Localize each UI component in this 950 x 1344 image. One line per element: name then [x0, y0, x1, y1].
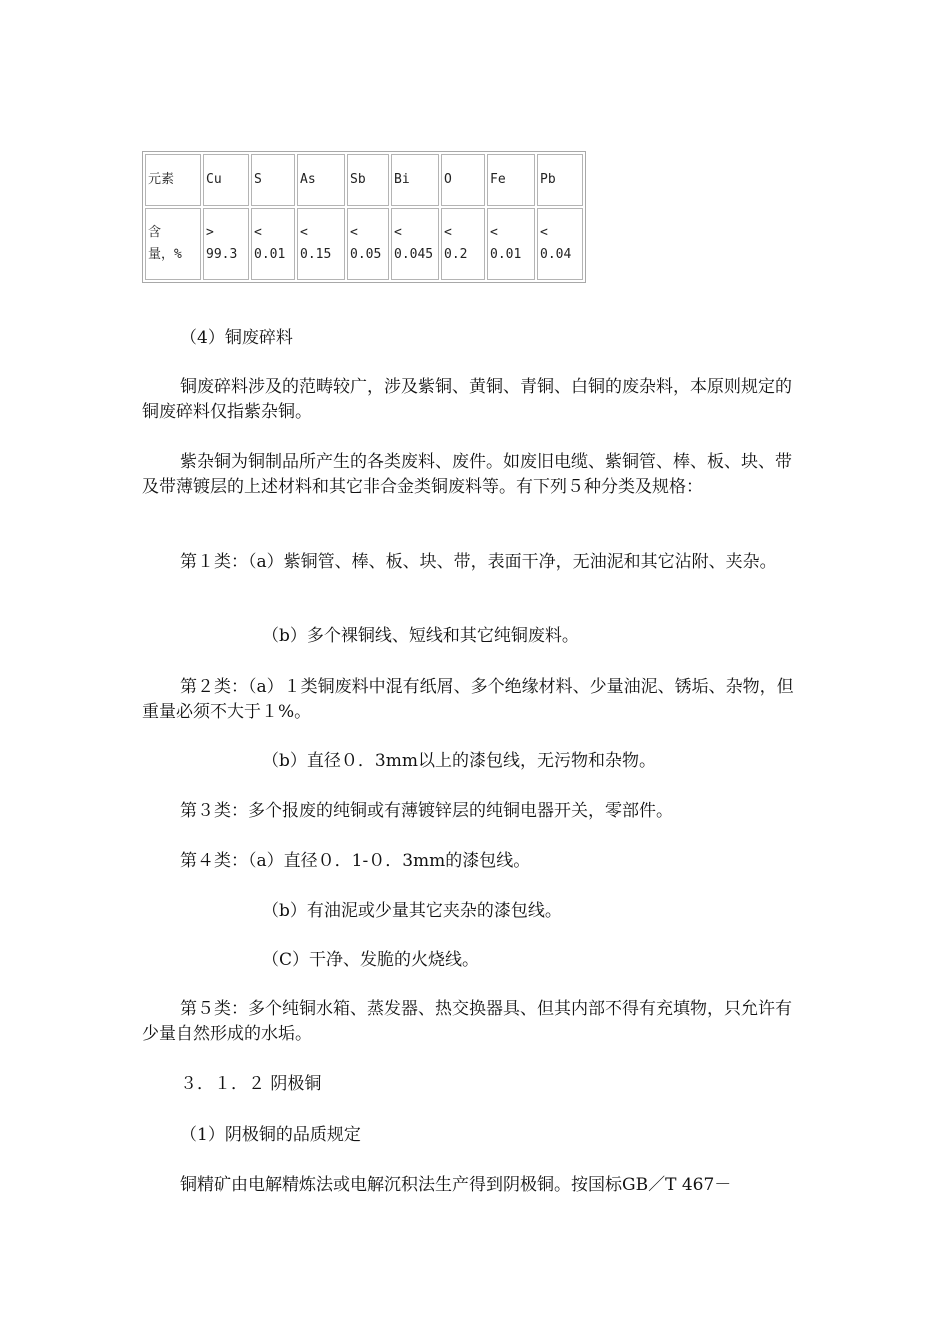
cell-text: < 0.15	[300, 225, 332, 262]
paragraph: 第２类：（a）１类铜废料中混有纸屑、多个绝缘材料、少量油泥、锈垢、杂物，但重量必须不大于１%。	[142, 677, 794, 722]
paragraph: 铜精矿由电解精炼法或电解沉积法生产得到阴极铜。按国标GB／T 467－	[180, 1175, 732, 1195]
table-cell	[391, 154, 439, 206]
cell-text: < 0.045	[394, 225, 434, 262]
cell-text: < 0.05	[350, 225, 382, 262]
table-cell	[347, 154, 389, 206]
table-cell	[145, 154, 201, 206]
cell-text: 元素	[148, 172, 175, 187]
table-cell	[297, 154, 345, 206]
table-cell	[297, 208, 345, 280]
table-cell	[145, 208, 201, 280]
table-row	[145, 208, 583, 280]
table-cell	[537, 208, 583, 280]
cell-text: Fe	[490, 172, 506, 187]
paragraph: （b）多个裸铜线、短线和其它纯铜废料。	[262, 626, 579, 646]
table-header-row	[145, 154, 583, 206]
cell-text: As	[300, 172, 316, 187]
paragraph: 铜废碎料涉及的范畴较广，涉及紫铜、黄铜、青铜、白铜的废杂料，本原则规定的铜废碎料仅指紫杂铜。	[142, 377, 792, 422]
cell-text: < 0.01	[254, 225, 286, 262]
element-content-table	[142, 151, 586, 283]
paragraph: 第３类：多个报废的纯铜或有薄镀锌层的纯铜电器开关，零部件。	[180, 801, 673, 821]
table-cell	[347, 208, 389, 280]
cell-text: Bi	[394, 172, 410, 187]
paragraph: 紫杂铜为铜制品所产生的各类废料、废件。如废旧电缆、紫铜管、棒、板、块、带及带薄镀层的上述材料和其它非合金类铜废料等。有下列５种分类及规格：	[142, 452, 792, 497]
table-cell	[203, 208, 249, 280]
table-cell	[251, 208, 295, 280]
paragraph: 第５类：多个纯铜水箱、蒸发器、热交换器具、但其内部不得有充填物，只允许有少量自然形成的水垢。	[142, 999, 792, 1044]
cell-text: O	[444, 172, 452, 187]
table-cell	[391, 208, 439, 280]
table-cell	[251, 154, 295, 206]
cell-text: > 99.3	[206, 225, 238, 262]
cell-text: Sb	[350, 172, 366, 187]
section-heading: （4）铜废碎料	[180, 328, 293, 348]
table-cell	[203, 154, 249, 206]
cell-text: Cu	[206, 172, 222, 187]
table-cell	[487, 154, 535, 206]
table-cell	[441, 154, 485, 206]
table-cell	[487, 208, 535, 280]
cell-text: Pb	[540, 172, 556, 187]
paragraph: 第１类：（a）紫铜管、棒、板、块、带，表面干净，无油泥和其它沾附、夹杂。	[180, 552, 777, 572]
cell-text: 含 量，%	[148, 225, 182, 262]
cell-text: S	[254, 172, 262, 187]
cell-text: < 0.2	[444, 225, 468, 262]
paragraph: （b）有油泥或少量其它夹杂的漆包线。	[262, 901, 562, 921]
subsection-heading: （1）阴极铜的品质规定	[180, 1125, 361, 1145]
paragraph: （C）干净、发脆的火烧线。	[262, 950, 480, 970]
cell-text: < 0.04	[540, 225, 572, 262]
paragraph: （b）直径０．3mm以上的漆包线，无污物和杂物。	[262, 751, 656, 771]
paragraph: 第４类：（a）直径０．1-０．3mm的漆包线。	[180, 851, 531, 871]
section-heading: ３．１．２ 阴极铜	[180, 1074, 322, 1094]
table-cell	[441, 208, 485, 280]
cell-text: < 0.01	[490, 225, 522, 262]
table-cell	[537, 154, 583, 206]
